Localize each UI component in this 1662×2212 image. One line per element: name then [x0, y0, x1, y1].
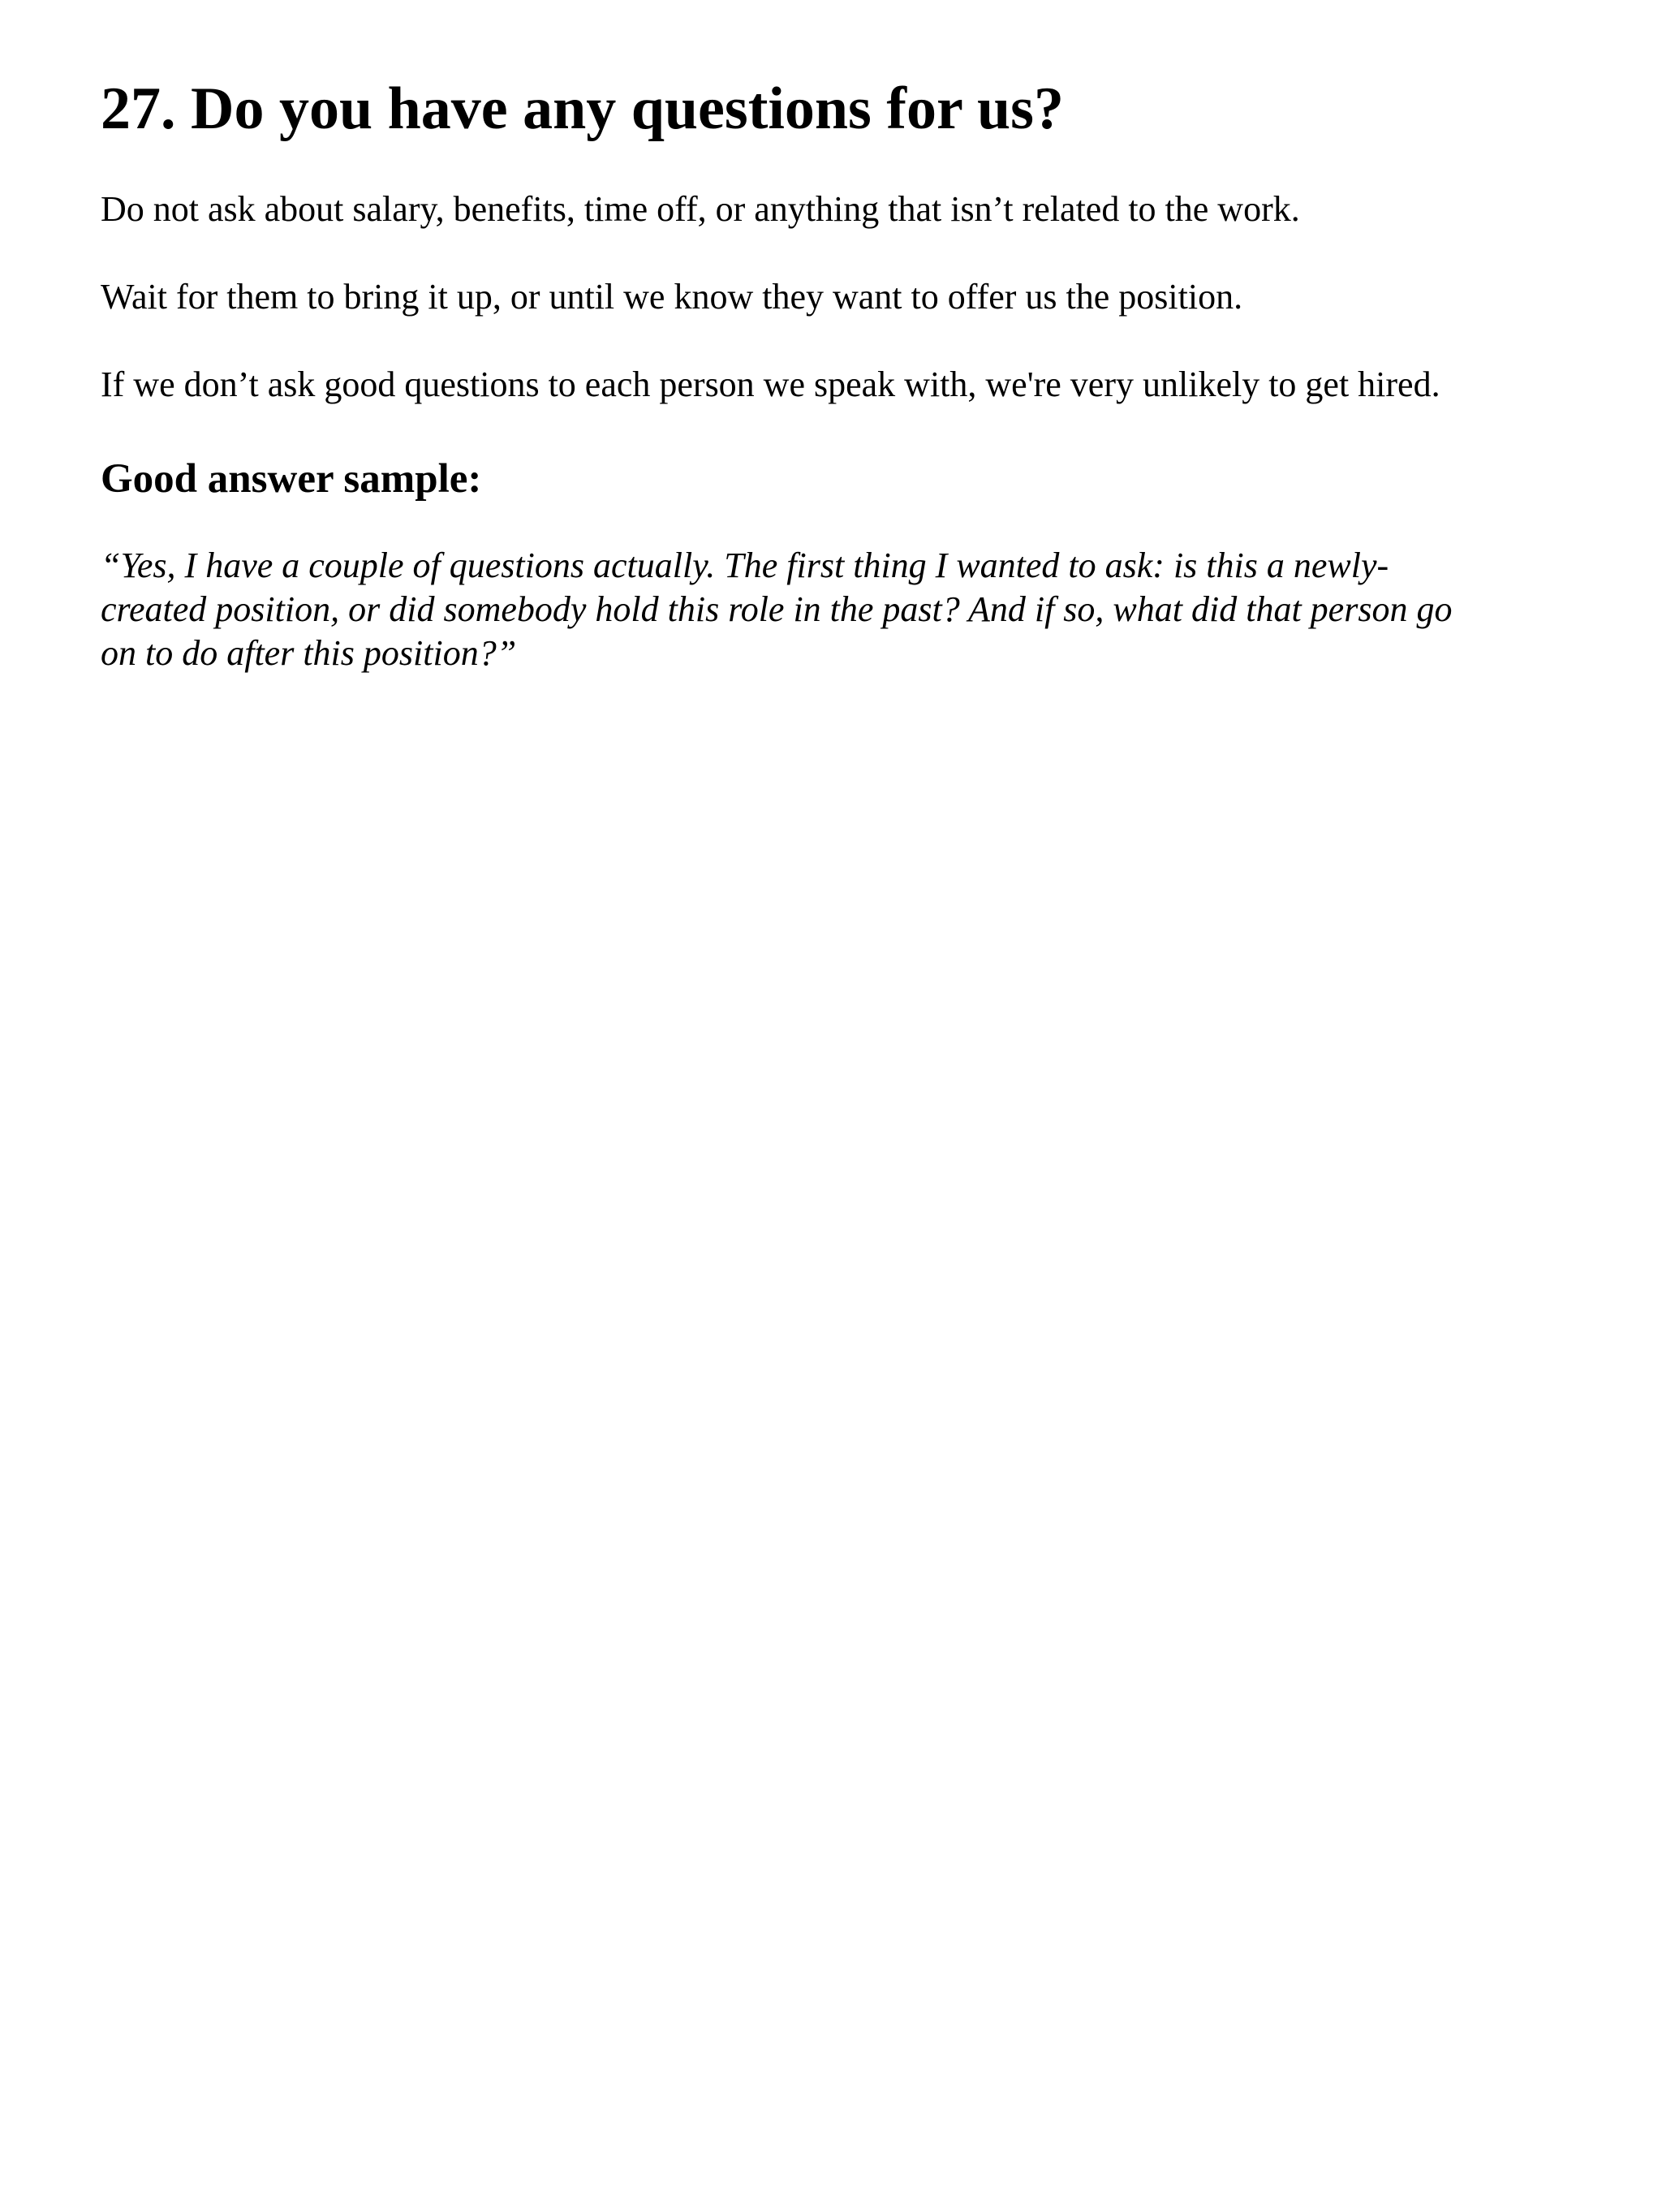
quote-line: on to do after this position?”: [101, 633, 517, 673]
section-heading: Good answer sample:: [101, 456, 482, 502]
paragraph-wait-advice: Wait for them to bring it up, or until we know they want to offer us the position.: [101, 277, 1243, 317]
paragraph-salary-advice: Do not ask about salary, benefits, time off, or anything that isn’t related to the work.: [101, 189, 1300, 229]
quote-line: “Yes, I have a couple of questions actually. The first thing I wanted to ask: is this a newly-: [101, 545, 1389, 585]
paragraph-good-questions: If we don’t ask good questions to each person we speak with, we're very unlikely to get hired.: [101, 364, 1440, 404]
page-title: 27. Do you have any questions for us?: [101, 75, 1064, 142]
quote-line: created position, or did somebody hold this role in the past? And if so, what did that person go: [101, 589, 1453, 629]
sample-answer-quote: [101, 544, 1569, 675]
